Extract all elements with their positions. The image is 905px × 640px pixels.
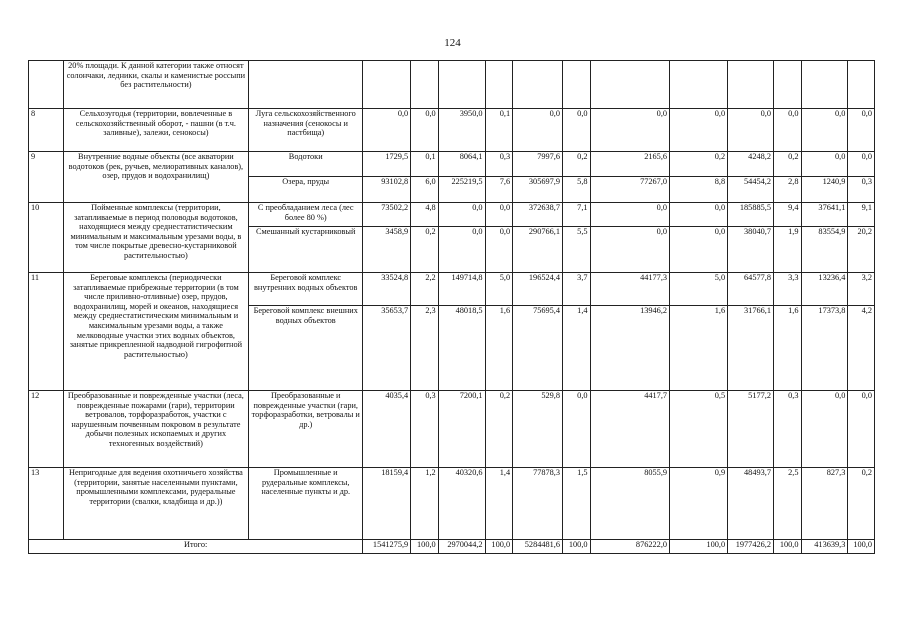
value-cell: 75695,4 <box>513 306 563 391</box>
value-cell: 0,2 <box>485 391 513 468</box>
value-cell <box>728 61 774 109</box>
value-cell: 0,3 <box>774 391 802 468</box>
value-cell: 0,0 <box>774 109 802 152</box>
value-cell: 0,1 <box>411 152 439 177</box>
subcategory-cell: С преобладанием леса (лес более 80 %) <box>249 203 363 227</box>
value-cell: 44177,3 <box>590 273 670 306</box>
value-cell: 6,0 <box>411 177 439 203</box>
value-cell: 7,1 <box>563 203 591 227</box>
value-cell: 2165,6 <box>590 152 670 177</box>
value-cell: 4035,4 <box>363 391 411 468</box>
value-cell: 0,0 <box>801 391 848 468</box>
value-cell: 7200,1 <box>438 391 485 468</box>
value-cell: 17373,8 <box>801 306 848 391</box>
value-cell: 2,5 <box>774 468 802 540</box>
value-cell: 372638,7 <box>513 203 563 227</box>
value-cell: 5,5 <box>563 227 591 273</box>
subcategory-cell: Промышленные и рудеральные комплексы, населенные пункты и др. <box>249 468 363 540</box>
value-cell: 0,0 <box>485 227 513 273</box>
row-number-cell: 11 <box>29 273 64 391</box>
value-cell: 0,0 <box>848 152 875 177</box>
subcategory-cell: Смешанный кустарниковый <box>249 227 363 273</box>
value-cell <box>670 61 728 109</box>
habitat-table <box>28 60 875 554</box>
value-cell: 1729,5 <box>363 152 411 177</box>
total-value-cell: 1541275,9 <box>363 540 411 554</box>
value-cell: 3,7 <box>563 273 591 306</box>
value-cell: 8,8 <box>670 177 728 203</box>
value-cell: 0,3 <box>848 177 875 203</box>
value-cell: 4248,2 <box>728 152 774 177</box>
table-row <box>29 273 875 306</box>
subcategory-cell: Береговой комплекс внешних водных объектов <box>249 306 363 391</box>
value-cell: 13946,2 <box>590 306 670 391</box>
value-cell: 2,2 <box>411 273 439 306</box>
value-cell: 225219,5 <box>438 177 485 203</box>
row-number-cell: 13 <box>29 468 64 540</box>
value-cell: 0,9 <box>670 468 728 540</box>
value-cell: 4,2 <box>848 306 875 391</box>
table-row <box>29 391 875 468</box>
value-cell: 0,0 <box>848 391 875 468</box>
category-cell: Внутренние водные объекты (все акватории водотоков (рек, ручьев, мелиоративных каналов), озер, прудов и водохранилищ) <box>63 152 249 203</box>
value-cell <box>848 61 875 109</box>
total-value-cell: 100,0 <box>563 540 591 554</box>
value-cell <box>563 61 591 109</box>
value-cell: 13236,4 <box>801 273 848 306</box>
value-cell: 1240,9 <box>801 177 848 203</box>
value-cell: 0,2 <box>848 468 875 540</box>
value-cell: 0,2 <box>411 227 439 273</box>
value-cell: 827,3 <box>801 468 848 540</box>
value-cell: 8055,9 <box>590 468 670 540</box>
row-number-cell: 8 <box>29 109 64 152</box>
value-cell: 1,4 <box>485 468 513 540</box>
value-cell: 9,4 <box>774 203 802 227</box>
value-cell: 38040,7 <box>728 227 774 273</box>
value-cell: 77878,3 <box>513 468 563 540</box>
value-cell: 0,0 <box>485 203 513 227</box>
total-value-cell: 100,0 <box>774 540 802 554</box>
value-cell: 0,1 <box>485 109 513 152</box>
value-cell: 0,0 <box>590 109 670 152</box>
value-cell: 0,0 <box>801 152 848 177</box>
value-cell: 0,0 <box>438 203 485 227</box>
value-cell: 2,3 <box>411 306 439 391</box>
value-cell: 2,8 <box>774 177 802 203</box>
table-row <box>29 152 875 177</box>
value-cell: 0,2 <box>670 152 728 177</box>
value-cell: 37641,1 <box>801 203 848 227</box>
value-cell: 54454,2 <box>728 177 774 203</box>
value-cell: 1,6 <box>485 306 513 391</box>
value-cell: 0,0 <box>438 227 485 273</box>
value-cell: 305697,9 <box>513 177 563 203</box>
value-cell: 5,8 <box>563 177 591 203</box>
value-cell: 0,0 <box>590 203 670 227</box>
value-cell: 5,0 <box>485 273 513 306</box>
row-number-cell: 12 <box>29 391 64 468</box>
row-number-cell: 10 <box>29 203 64 273</box>
value-cell: 3,3 <box>774 273 802 306</box>
value-cell: 196524,4 <box>513 273 563 306</box>
value-cell: 4417,7 <box>590 391 670 468</box>
category-cell: Сельхозугодья (территории, вовлеченные в сельскохозяйственный оборот, - пашни (в т.ч. заливные), залежи, сенокосы) <box>63 109 249 152</box>
total-value-cell: 100,0 <box>485 540 513 554</box>
value-cell: 0,0 <box>728 109 774 152</box>
value-cell: 1,6 <box>670 306 728 391</box>
value-cell: 1,4 <box>563 306 591 391</box>
value-cell: 0,0 <box>513 109 563 152</box>
value-cell: 0,0 <box>670 109 728 152</box>
value-cell <box>363 61 411 109</box>
value-cell: 185885,5 <box>728 203 774 227</box>
category-cell: Преобразованные и поврежденные участки (леса, поврежденные пожарами (гари), территории ветровалов, торфоразработок, участки с нарушенным почвенным покровом в результате добычи полезных ископаемых и других техногенных воздействий) <box>63 391 249 468</box>
table-row-continuation <box>29 61 875 109</box>
total-value-cell: 100,0 <box>670 540 728 554</box>
subcategory-cell: Луга сельскохозяйственного назначения (сенокосы и пастбища) <box>249 109 363 152</box>
value-cell: 0,0 <box>563 391 591 468</box>
value-cell <box>485 61 513 109</box>
value-cell: 0,5 <box>670 391 728 468</box>
total-value-cell: 100,0 <box>411 540 439 554</box>
value-cell: 5,0 <box>670 273 728 306</box>
value-cell: 9,1 <box>848 203 875 227</box>
value-cell: 1,6 <box>774 306 802 391</box>
value-cell: 3458,9 <box>363 227 411 273</box>
value-cell: 3950,0 <box>438 109 485 152</box>
value-cell: 48493,7 <box>728 468 774 540</box>
subcategory-cell: Озера, пруды <box>249 177 363 203</box>
row-number-cell: 9 <box>29 152 64 203</box>
value-cell: 0,3 <box>411 391 439 468</box>
subcategory-cell: Водотоки <box>249 152 363 177</box>
total-value-cell: 1977426,2 <box>728 540 774 554</box>
value-cell: 0,0 <box>411 109 439 152</box>
page-number: 124 <box>444 37 461 49</box>
total-value-cell: 2970044,2 <box>438 540 485 554</box>
total-value-cell: 100,0 <box>848 540 875 554</box>
value-cell: 290766,1 <box>513 227 563 273</box>
total-value-cell: 5284481,6 <box>513 540 563 554</box>
value-cell: 73502,2 <box>363 203 411 227</box>
table-row <box>29 203 875 227</box>
value-cell: 0,3 <box>485 152 513 177</box>
category-cell: Непригодные для ведения охотничьего хозяйства (территории, занятые населенными пунктами, промышленными комплексами, рудеральные территории (свалки, кладбища и др.)) <box>63 468 249 540</box>
total-label-cell: Итого: <box>29 540 363 554</box>
value-cell: 8064,1 <box>438 152 485 177</box>
category-cell: 20% площади. К данной категории также относят солончаки, ледники, скалы и каменистые россыпи без растительности) <box>63 61 249 109</box>
value-cell: 0,0 <box>590 227 670 273</box>
value-cell: 64577,8 <box>728 273 774 306</box>
value-cell: 40320,6 <box>438 468 485 540</box>
value-cell: 149714,8 <box>438 273 485 306</box>
value-cell: 0,2 <box>774 152 802 177</box>
value-cell: 0,0 <box>801 109 848 152</box>
row-number-cell <box>29 61 64 109</box>
value-cell: 5177,2 <box>728 391 774 468</box>
category-cell: Береговые комплексы (периодически затапливаемые прибрежные территории (в том числе приливно-отливные) озер, прудов, водохранилищ, морей и океанов, находящиеся между среднестатистическим минимальным и максимальным урезами воды, а также мелководные участки этих водных объектов, занятые прикрепленной надводной гигрофитной растительностью) <box>63 273 249 391</box>
value-cell: 0,0 <box>848 109 875 152</box>
total-value-cell: 876222,0 <box>590 540 670 554</box>
value-cell <box>801 61 848 109</box>
value-cell: 1,5 <box>563 468 591 540</box>
value-cell: 48018,5 <box>438 306 485 391</box>
subcategory-cell: Преобразованные и поврежденные участки (гари, торфоразработки, ветровалы и др.) <box>249 391 363 468</box>
table-row <box>29 109 875 152</box>
value-cell: 0,2 <box>563 152 591 177</box>
value-cell: 0,0 <box>363 109 411 152</box>
value-cell: 35653,7 <box>363 306 411 391</box>
value-cell: 18159,4 <box>363 468 411 540</box>
value-cell: 0,0 <box>563 109 591 152</box>
value-cell <box>411 61 439 109</box>
value-cell <box>590 61 670 109</box>
value-cell: 83554,9 <box>801 227 848 273</box>
subcategory-cell: Береговой комплекс внутренних водных объектов <box>249 273 363 306</box>
category-cell: Пойменные комплексы (территории, затапливаемые в период половодья водотоков, находящиеся между среднестатистическим минимальным и максимальным урезами воды, в том числе покрытые древесно-кустарниковой растительностью) <box>63 203 249 273</box>
value-cell: 7997,6 <box>513 152 563 177</box>
value-cell: 529,8 <box>513 391 563 468</box>
value-cell: 1,9 <box>774 227 802 273</box>
table-row-total <box>29 540 875 554</box>
value-cell: 0,0 <box>670 203 728 227</box>
value-cell: 0,0 <box>670 227 728 273</box>
subcategory-cell <box>249 61 363 109</box>
table-row <box>29 468 875 540</box>
value-cell <box>774 61 802 109</box>
total-value-cell: 413639,3 <box>801 540 848 554</box>
value-cell: 20,2 <box>848 227 875 273</box>
value-cell: 31766,1 <box>728 306 774 391</box>
value-cell <box>513 61 563 109</box>
value-cell: 4,8 <box>411 203 439 227</box>
value-cell <box>438 61 485 109</box>
value-cell: 1,2 <box>411 468 439 540</box>
value-cell: 33524,8 <box>363 273 411 306</box>
value-cell: 77267,0 <box>590 177 670 203</box>
value-cell: 7,6 <box>485 177 513 203</box>
value-cell: 93102,8 <box>363 177 411 203</box>
value-cell: 3,2 <box>848 273 875 306</box>
